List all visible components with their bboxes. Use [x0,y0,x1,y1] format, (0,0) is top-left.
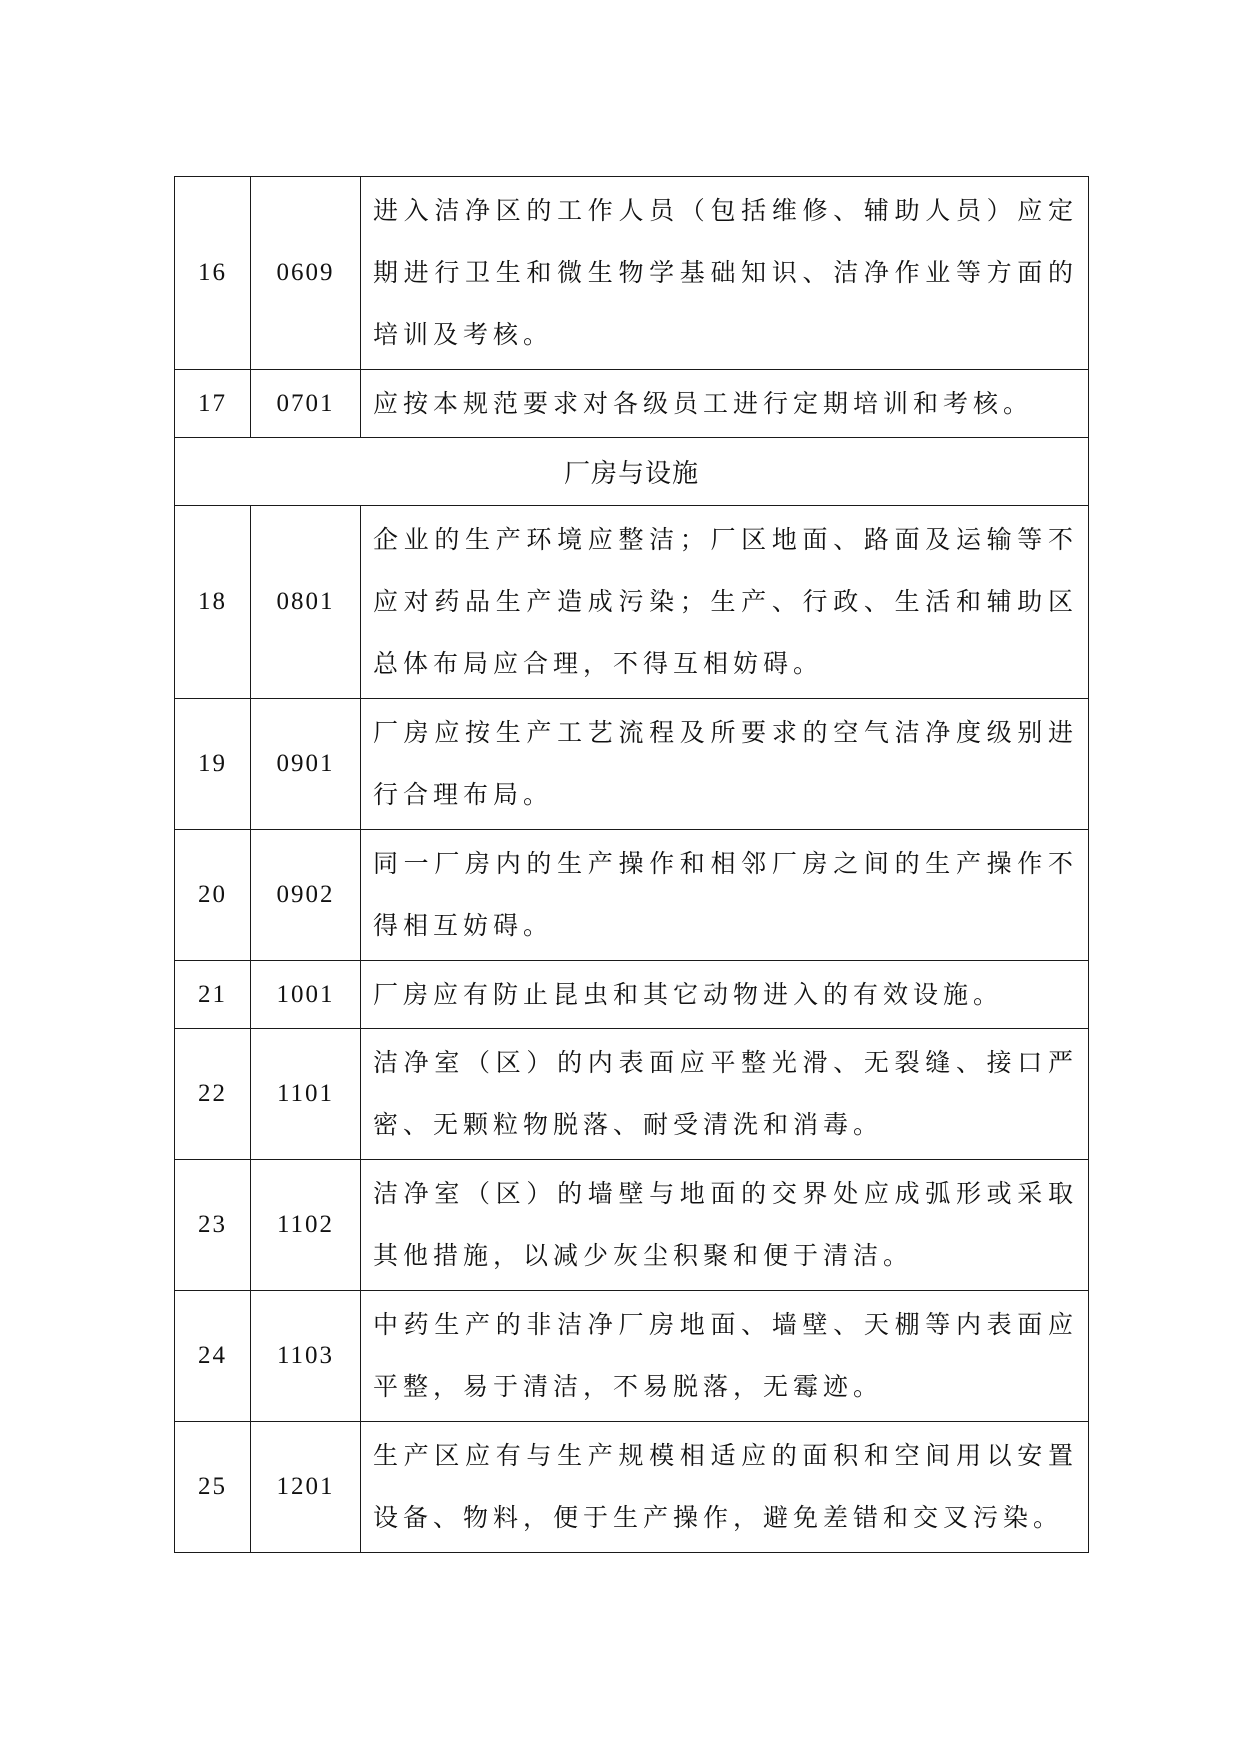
row-number: 21 [175,961,251,1029]
row-number: 16 [175,177,251,370]
row-number: 22 [175,1029,251,1160]
row-number: 23 [175,1160,251,1291]
row-number: 20 [175,830,251,961]
table-row [175,699,1089,830]
clause-code: 1201 [251,1422,361,1553]
row-number: 25 [175,1422,251,1553]
clause-text: 厂房应按生产工艺流程及所要求的空气洁净度级别进行合理布局。 [361,699,1089,830]
clause-code: 0901 [251,699,361,830]
regulation-table [174,176,1089,1553]
table-row [175,506,1089,699]
table-row [175,1422,1089,1553]
clause-code: 1101 [251,1029,361,1160]
table-row [175,961,1089,1029]
clause-text: 进入洁净区的工作人员（包括维修、辅助人员）应定期进行卫生和微生物学基础知识、洁净作业等方面的培训及考核。 [361,177,1089,370]
clause-text: 生产区应有与生产规模相适应的面积和空间用以安置设备、物料，便于生产操作，避免差错和交叉污染。 [361,1422,1089,1553]
clause-text: 同一厂房内的生产操作和相邻厂房之间的生产操作不得相互妨碍。 [361,830,1089,961]
clause-text: 应按本规范要求对各级员工进行定期培训和考核。 [361,370,1089,438]
row-number: 18 [175,506,251,699]
clause-text: 洁净室（区）的内表面应平整光滑、无裂缝、接口严密、无颗粒物脱落、耐受清洗和消毒。 [361,1029,1089,1160]
clause-code: 0801 [251,506,361,699]
clause-code: 0609 [251,177,361,370]
clause-code: 1001 [251,961,361,1029]
clause-code: 0701 [251,370,361,438]
table-row [175,1029,1089,1160]
section-title: 厂房与设施 [175,438,1089,506]
table-row [175,1291,1089,1422]
clause-code: 0902 [251,830,361,961]
row-number: 24 [175,1291,251,1422]
clause-code: 1102 [251,1160,361,1291]
clause-code: 1103 [251,1291,361,1422]
clause-text: 洁净室（区）的墙壁与地面的交界处应成弧形或采取其他措施，以减少灰尘积聚和便于清洁。 [361,1160,1089,1291]
clause-text: 中药生产的非洁净厂房地面、墙壁、天棚等内表面应平整，易于清洁，不易脱落，无霉迹。 [361,1291,1089,1422]
clause-text: 厂房应有防止昆虫和其它动物进入的有效设施。 [361,961,1089,1029]
table-row [175,177,1089,370]
table-row [175,370,1089,438]
table-row [175,1160,1089,1291]
clause-text: 企业的生产环境应整洁；厂区地面、路面及运输等不应对药品生产造成污染；生产、行政、生活和辅助区总体布局应合理，不得互相妨碍。 [361,506,1089,699]
table-row [175,830,1089,961]
section-header-row [175,438,1089,506]
row-number: 17 [175,370,251,438]
row-number: 19 [175,699,251,830]
